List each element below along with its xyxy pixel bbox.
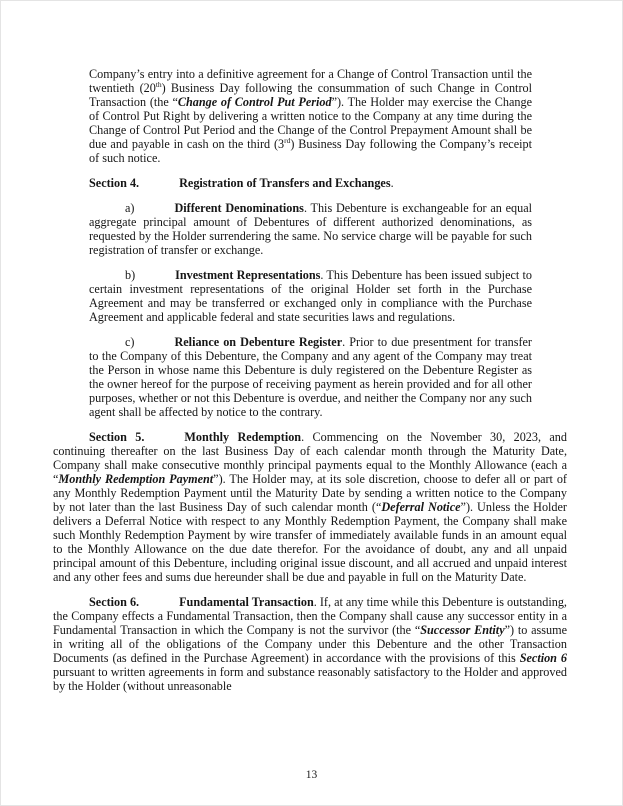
section-4-heading [53,176,567,190]
clause-a-paragraph [89,201,532,257]
section-5-paragraph [53,430,567,584]
text-run: ) Business Day following the consummation of such Change in Control Transaction (the “ [89,81,532,109]
section-6-paragraph [53,595,567,693]
text-run: Section 6. [89,595,140,609]
text-run: Fundamental Transaction [179,595,314,609]
text-run: ”). The Holder may exercise the Change of Control Put Right by delivering a written notice to the Company at any time during the Change of Control Put Period and the Change of the Control Prepayment Amount shall be due and payable in cash on the third (3 [89,95,532,151]
text-run: . Prior to due presentment for transfer to the Company of this Debenture, the Company and any agent of the Company may treat the Person in whose name this Debenture is duly registered on the Debenture Register as the owner hereof for the purpose of receiving payment as herein provided and for all other purposes, whether or not this Debenture is overdue, and neither the Company nor any such agent shall be affected by notice to the contrary. [89,335,532,419]
text-run: a) [125,201,135,215]
text-run: . If, at any time while this Debenture is outstanding, the Company effects a Fundamental Transaction, then the Company shall cause any successor entity in a Fundamental Transaction in which the Company is not the survivor (the “ [53,595,567,637]
text-run: Registration of Transfers and Exchanges [179,176,391,190]
text-run: th [155,79,162,89]
clause-b-paragraph [89,268,532,324]
text-run: Change of Control Put Period [177,95,332,109]
page-number: 13 [305,769,318,781]
text-run: ”). Unless the Holder delivers a Deferral Notice with respect to any Monthly Redemption Payment, the Company shall make such Monthly Redemption Payment by wire transfer of immediately available funds in an amount equal to the Monthly Allowance on the due date therefor. For the avoidance of doubt, any and all unpaid principal amount of this Debenture, including original issue discount, and all accrued and unpaid interest and any other fees and sums due hereunder shall be due and payable in full on the Maturity Date. [53,500,567,584]
text-run: rd [284,135,291,145]
clause-c-paragraph [89,335,532,419]
text-run: c) [125,335,135,349]
text-run: . Commencing on the November 30, 2023, and continuing thereafter on the last Business Day of each calendar month through the Maturity Date, Company shall make consecutive monthly principal payments equal to the Monthly Allowance (each a “ [53,430,567,486]
text-run: Section 5. [89,430,145,444]
continuation-paragraph [89,67,532,165]
text-run: pursuant to written agreements in form and substance reasonably satisfactory to the Holder and approved by the Holder (without unreasonable [53,665,567,693]
text-run: Section 6 [519,651,567,665]
text-run: ”) to assume in writing all of the obligations of the Company under this Debenture and the other Transaction Documents (as defined in the Purchase Agreement) in accordance with the provisions of this [53,623,567,665]
text-run: ) Business Day following the Company’s receipt of such notice. [89,137,532,165]
text-run: Section 4. [89,176,140,190]
text-run: Monthly Redemption Payment [58,472,214,486]
text-run: Successor Entity [420,623,505,637]
text-run: Monthly Redemption [184,430,302,444]
text-run: Investment Representations [175,268,321,282]
text-run: . This Debenture is exchangeable for an equal aggregate principal amount of Debentures of different authorized denominations, as requested by the Holder surrendering the same. No service charge will be payable for such registration of transfer or exchange. [89,201,533,257]
text-run: Deferral Notice [381,500,461,514]
text-run: b) [125,268,136,282]
document-body [53,67,567,693]
text-run: Reliance on Debenture Register [174,335,343,349]
text-run: Different Denominations [174,201,304,215]
text-run: Company’s entry into a definitive agreement for a Change of Control Transaction until the twentieth (20 [89,67,532,95]
text-run: . This Debenture has been issued subject to certain investment representations of the original Holder set forth in the Purchase Agreement and may be transferred or exchanged only in compliance with the Purchase Agreement and applicable federal and state securities laws and regulations. [89,268,532,324]
text-run: . [390,176,394,190]
text-run: ”). The Holder may, at its sole discretion, choose to defer all or part of any Monthly Redemption Payment until the Maturity Date by sending a written notice to the Company by not later than the last Business Day of such calendar month (“ [53,472,567,514]
